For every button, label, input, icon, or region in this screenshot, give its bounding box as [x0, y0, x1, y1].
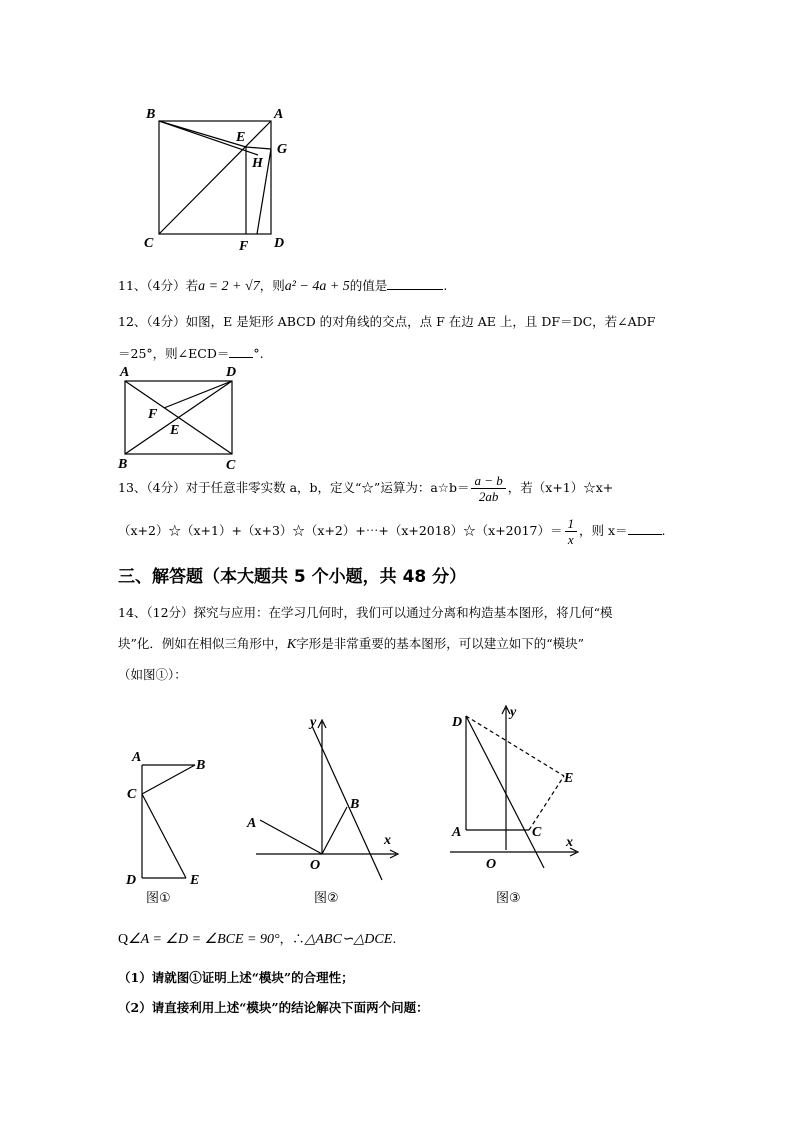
figure-2-caption: 图②: [314, 891, 339, 906]
q13-frac2-num: 1: [565, 516, 578, 532]
label-E: E: [190, 873, 200, 888]
label-D: D: [226, 365, 237, 380]
label-E: E: [564, 771, 574, 786]
q13-line1-prefix: 13、（4分）对于任意非零实数 a，b，定义“☆”运算为：a☆b＝: [118, 480, 470, 495]
label-B: B: [146, 107, 156, 122]
figure-1-caption: 图①: [146, 891, 171, 906]
q14-line2-suffix: 字形是非常重要的基本图形，可以建立如下的“模块”: [296, 636, 585, 651]
q11-prefix: 11、（4分）若: [118, 278, 199, 293]
label-x: x: [566, 835, 573, 850]
q11-expr: a² − 4a + 5: [284, 279, 350, 294]
question-12-line1: 12、（4分）如图，E 是矩形 ABCD 的对角线的交点，点 F 在边 AE 上，且 DF＝DC，若∠ADF: [118, 314, 656, 329]
question-12-line2: [118, 344, 264, 362]
section-title: 三、解答题（本大题共 5 个小题，共 48 分）: [118, 567, 467, 587]
q13-fraction: [471, 473, 505, 504]
question-11: [118, 276, 447, 295]
figure-1: [120, 740, 220, 910]
q11-answer-blank[interactable]: [387, 289, 443, 290]
q13-line2-end: .: [661, 523, 666, 538]
conclusion-line: [118, 929, 396, 948]
label-y: y: [310, 715, 317, 730]
figure-3: [440, 700, 590, 910]
q14-k: K: [286, 637, 297, 652]
question-14-line1: 14、（12分）探究与应用：在学习几何时，我们可以通过分离和构造基本图形，将几何“模: [118, 605, 613, 620]
question-13-line2: [118, 516, 666, 547]
label-C: C: [226, 458, 236, 473]
question-14-line3: （如图①）：: [118, 667, 187, 682]
label-F: F: [239, 239, 249, 254]
conclusion-similar: △ABC∽△DCE: [304, 932, 393, 947]
question-13-line1: [118, 473, 613, 504]
sub-question-2: （2）请直接利用上述“模块”的结论解决下面两个问题：: [118, 1000, 429, 1015]
label-D: D: [274, 236, 285, 251]
segment-de-dashed: [466, 716, 564, 776]
label-E: E: [236, 130, 246, 145]
label-A: A: [120, 365, 130, 380]
q12-answer-blank[interactable]: [229, 357, 253, 358]
conclusion-angles: ∠A = ∠D = ∠BCE = 90°: [128, 932, 280, 947]
q11-given: a = 2 + √7: [198, 279, 260, 294]
conclusion-q: Q: [118, 932, 129, 947]
label-H: H: [252, 156, 263, 171]
label-C: C: [532, 825, 542, 840]
label-O: O: [310, 858, 321, 873]
label-G: G: [277, 142, 288, 157]
figure-rectangle-abcd: [116, 362, 246, 474]
q11-end: .: [443, 278, 448, 293]
figure-3-caption: 图③: [496, 891, 521, 906]
q14-line2-prefix: 块”化．例如在相似三角形中，: [118, 636, 287, 651]
label-x: x: [384, 833, 391, 848]
label-A: A: [452, 825, 462, 840]
label-A: A: [132, 750, 142, 765]
q13-fraction-2: [565, 516, 578, 547]
label-A: A: [274, 107, 284, 122]
label-F: F: [148, 407, 158, 422]
label-D: D: [126, 873, 137, 888]
q12-line2-suffix: °.: [253, 346, 264, 361]
q13-line2-mid: ，则 x＝: [579, 523, 628, 538]
label-A: A: [247, 816, 257, 831]
q11-suffix: 的值是: [349, 278, 388, 293]
label-B: B: [350, 797, 360, 812]
label-y: y: [510, 705, 517, 720]
label-C: C: [144, 236, 154, 251]
sub-question-1: （1）请就图①证明上述“模块”的合理性；: [118, 970, 354, 985]
segment-cb: [142, 765, 195, 794]
label-D: D: [452, 715, 463, 730]
figure-square-abcd: [140, 100, 300, 260]
label-C: C: [127, 787, 137, 802]
q12-line2-prefix: ＝25°，则∠ECD＝: [118, 346, 230, 361]
line-dc: [466, 716, 544, 868]
q13-frac2-den: x: [567, 532, 574, 547]
conclusion-end: .: [392, 931, 397, 946]
q11-mid: ，则: [259, 278, 285, 293]
q13-frac-num: a − b: [471, 473, 505, 489]
segment-ob: [322, 807, 347, 854]
label-B: B: [196, 758, 206, 773]
label-O: O: [486, 857, 497, 872]
q13-frac-den: 2ab: [478, 489, 499, 504]
segment-ce-dashed: [529, 776, 564, 830]
figure-2: [240, 712, 410, 910]
label-B: B: [118, 457, 128, 472]
q13-answer-blank[interactable]: [628, 534, 662, 535]
q13-line2-prefix: （x+2）☆（x+1）+（x+3）☆（x+2）+⋯+（x+2018）☆（x+2017）＝: [118, 523, 563, 538]
segment-oa: [260, 820, 322, 854]
segment-eg: [246, 147, 271, 149]
conclusion-therefore: ，∴: [279, 931, 305, 946]
label-E: E: [170, 423, 180, 438]
question-14-line2: [118, 634, 584, 653]
q13-line1-suffix: ，若（x+1）☆x+: [507, 480, 614, 495]
segment-ce: [142, 794, 186, 878]
